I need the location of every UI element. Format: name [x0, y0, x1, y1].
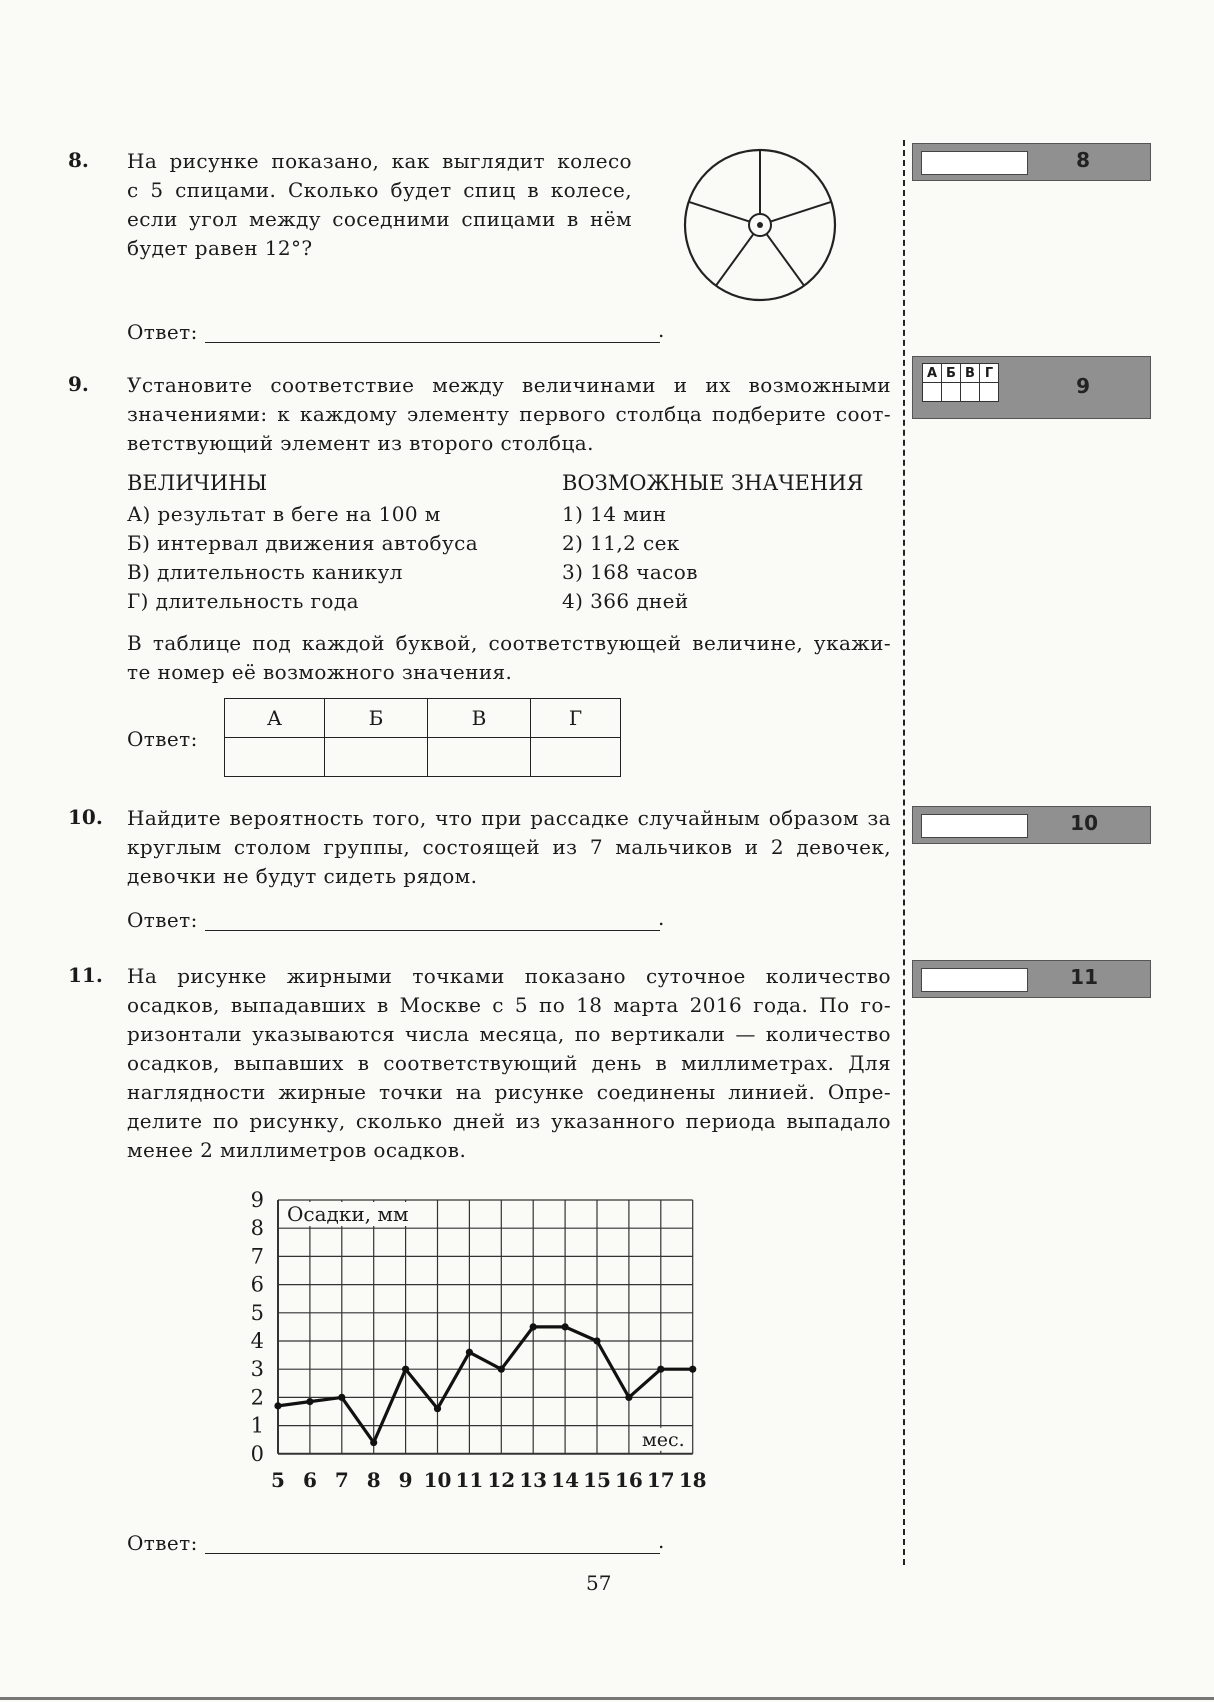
x-tick-label: 15	[583, 1467, 611, 1492]
task-10-line: круглым столом группы, состоящей из 7 мальчиков и 2 девочек,	[127, 835, 891, 859]
x-axis-label: мес.	[641, 1428, 685, 1451]
data-point	[498, 1366, 505, 1373]
data-point	[274, 1402, 281, 1409]
task-9-answer-label: Ответ:	[127, 727, 198, 751]
task-8-number: 8.	[68, 148, 89, 172]
y-tick-label: 4	[250, 1329, 264, 1353]
task-11-answer-label: Ответ:	[127, 1531, 198, 1555]
answer-box-8-field[interactable]	[921, 151, 1028, 175]
wheel-spoke	[767, 234, 805, 286]
task-10-text	[127, 804, 891, 891]
y-axis-label: Осадки, мм	[287, 1202, 409, 1226]
answer-box-9-cell[interactable]	[980, 383, 999, 402]
answer-box-11-number: 11	[1070, 965, 1098, 989]
data-point	[562, 1323, 569, 1330]
x-tick-label: 10	[423, 1467, 452, 1492]
x-tick-label: 11	[455, 1467, 484, 1492]
task-11-line: осадков, выпавших в соответствующий день в миллиметрах. Для	[127, 1051, 891, 1075]
data-point	[593, 1337, 600, 1344]
x-tick-label: 5	[271, 1467, 285, 1492]
task-8-line: с 5 спицами. Сколько будет спиц в колесе,	[127, 178, 632, 202]
task-11-answer-dot: .	[658, 1529, 665, 1553]
wheel-spoke	[771, 202, 832, 222]
quantity-item: Б) интервал движения автобуса	[127, 531, 479, 555]
answer-box-8	[912, 143, 1151, 181]
y-tick-label: 3	[250, 1357, 264, 1382]
value-item: 1) 14 мин	[562, 502, 667, 526]
task-8-line: если угол между соседними спицами в нём	[127, 207, 632, 231]
y-tick-label: 5	[250, 1300, 264, 1325]
table-header-g: Г	[531, 699, 621, 738]
task-8-answer-label: Ответ:	[127, 320, 198, 344]
task-8-answer-line[interactable]	[205, 342, 660, 343]
value-item: 4) 366 дней	[562, 589, 689, 613]
data-point	[657, 1366, 664, 1373]
quantity-item: А) результат в беге на 100 м	[127, 502, 441, 526]
task-9-line: Установите соответствие между величинами и их возможными	[127, 373, 891, 397]
y-tick-label: 1	[250, 1413, 264, 1438]
task-10-line: девочки не будут сидеть рядом.	[127, 864, 478, 888]
task-9-line: ветствующий элемент из второго столбца.	[127, 431, 594, 455]
x-tick-label: 8	[366, 1467, 381, 1492]
task-11-line: осадков, выпадавших в Москве с 5 по 18 марта 2016 года. По го-	[127, 993, 891, 1017]
answer-box-9-letter-v: В	[961, 364, 980, 383]
task-10-answer-line[interactable]	[205, 930, 660, 931]
x-tick-label: 7	[334, 1467, 349, 1492]
y-tick-label: 0	[250, 1441, 264, 1466]
data-point	[434, 1405, 441, 1412]
task-9-text	[127, 371, 891, 458]
task-9-number: 9.	[68, 372, 89, 396]
x-tick-label: 12	[487, 1467, 516, 1492]
quantities-header: ВЕЛИЧИНЫ	[127, 471, 268, 495]
value-item: 3) 168 часов	[562, 560, 698, 584]
data-point	[625, 1394, 632, 1401]
task-8-answer-dot: .	[658, 318, 665, 342]
data-point	[402, 1366, 409, 1373]
scan-edge	[0, 1697, 1214, 1700]
data-point	[338, 1394, 345, 1401]
answer-box-9-grid	[922, 363, 999, 402]
task-9-instruction-line: те номер её возможного значения.	[127, 660, 513, 684]
answer-box-9-cell[interactable]	[961, 383, 980, 402]
x-tick-label: 18	[678, 1467, 707, 1492]
answer-cell-a[interactable]	[225, 738, 325, 777]
task-10-number: 10.	[68, 805, 103, 829]
task-11-line: делите по рисунку, сколько дней из указанного периода выпадало	[127, 1109, 891, 1133]
y-tick-label: 9	[250, 1188, 264, 1212]
task-10-answer-dot: .	[658, 906, 665, 930]
answer-box-8-number: 8	[1076, 148, 1090, 172]
answer-box-11-field[interactable]	[921, 968, 1028, 992]
answer-box-9-cell[interactable]	[942, 383, 961, 402]
quantity-item: В) длительность каникул	[127, 560, 403, 584]
y-tick-label: 8	[250, 1216, 264, 1241]
task-11-line: менее 2 миллиметров осадков.	[127, 1138, 467, 1162]
quantity-item: Г) длительность года	[127, 589, 359, 613]
task-11-text	[127, 962, 891, 1165]
answer-box-10-number: 10	[1070, 811, 1098, 835]
margin-cut-line	[903, 140, 905, 1565]
wheel-spoke	[689, 202, 750, 222]
value-item: 2) 11,2 сек	[562, 531, 680, 555]
answer-box-11	[912, 960, 1151, 998]
data-point	[530, 1323, 537, 1330]
answer-box-9-letter-b: Б	[942, 364, 961, 383]
answer-box-10	[912, 806, 1151, 844]
data-point	[370, 1439, 377, 1446]
wheel-spoke	[716, 234, 754, 286]
task-11-line: наглядности жирные точки на рисунке соединены линией. Опре-	[127, 1080, 891, 1104]
task-11-line: На рисунке жирными точками показано суточное количество	[127, 964, 891, 988]
task-10-answer-label: Ответ:	[127, 908, 198, 932]
data-point	[306, 1398, 313, 1405]
x-tick-label: 6	[302, 1467, 317, 1492]
precipitation-chart	[230, 1180, 730, 1510]
wheel-figure	[680, 145, 840, 305]
quantities-list	[127, 500, 478, 616]
task-11-answer-line[interactable]	[205, 1553, 660, 1554]
values-list	[562, 500, 698, 616]
task-11-number: 11.	[68, 963, 103, 987]
task-8-text	[127, 147, 632, 263]
y-tick-label: 2	[250, 1385, 264, 1410]
x-tick-label: 17	[646, 1467, 675, 1492]
task-8-line: На рисунке показано, как выглядит колесо	[127, 149, 632, 173]
answer-box-9	[912, 356, 1151, 419]
task-9-line: значениями: к каждому элементу первого столбца подберите соот-	[127, 402, 891, 426]
x-tick-label: 9	[398, 1467, 413, 1492]
answer-cell-v[interactable]	[428, 738, 531, 777]
data-point	[466, 1349, 473, 1356]
y-tick-label: 7	[250, 1244, 264, 1269]
answer-box-9-number: 9	[1076, 374, 1090, 398]
x-tick-label: 14	[551, 1467, 580, 1492]
wheel-axle	[757, 222, 763, 228]
values-header: ВОЗМОЖНЫЕ ЗНАЧЕНИЯ	[562, 471, 864, 495]
x-tick-label: 13	[519, 1467, 548, 1492]
task-11-line: ризонтали указываются числа месяца, по вертикали — количество	[127, 1022, 891, 1046]
x-tick-label: 16	[614, 1467, 643, 1492]
task-10-line: Найдите вероятность того, что при рассадке случайным образом за	[127, 806, 891, 830]
y-tick-label: 6	[250, 1272, 264, 1297]
answer-cell-g[interactable]	[531, 738, 621, 777]
task-8-line: будет равен 12°?	[127, 236, 313, 260]
task-9-instruction-line: В таблице под каждой буквой, соответствующей величине, укажи-	[127, 631, 891, 655]
table-header-a: А	[225, 699, 325, 738]
data-point	[689, 1366, 696, 1373]
answer-cell-b[interactable]	[325, 738, 428, 777]
answer-box-9-letter-a: А	[923, 364, 942, 383]
task-9-instruction	[127, 629, 891, 687]
table-header-b: Б	[325, 699, 428, 738]
answer-box-9-letter-g: Г	[980, 364, 999, 383]
answer-box-10-field[interactable]	[921, 814, 1028, 838]
task-9-answer-table	[224, 698, 621, 777]
answer-box-9-cell[interactable]	[923, 383, 942, 402]
page-number: 57	[586, 1571, 612, 1595]
table-header-v: В	[428, 699, 531, 738]
